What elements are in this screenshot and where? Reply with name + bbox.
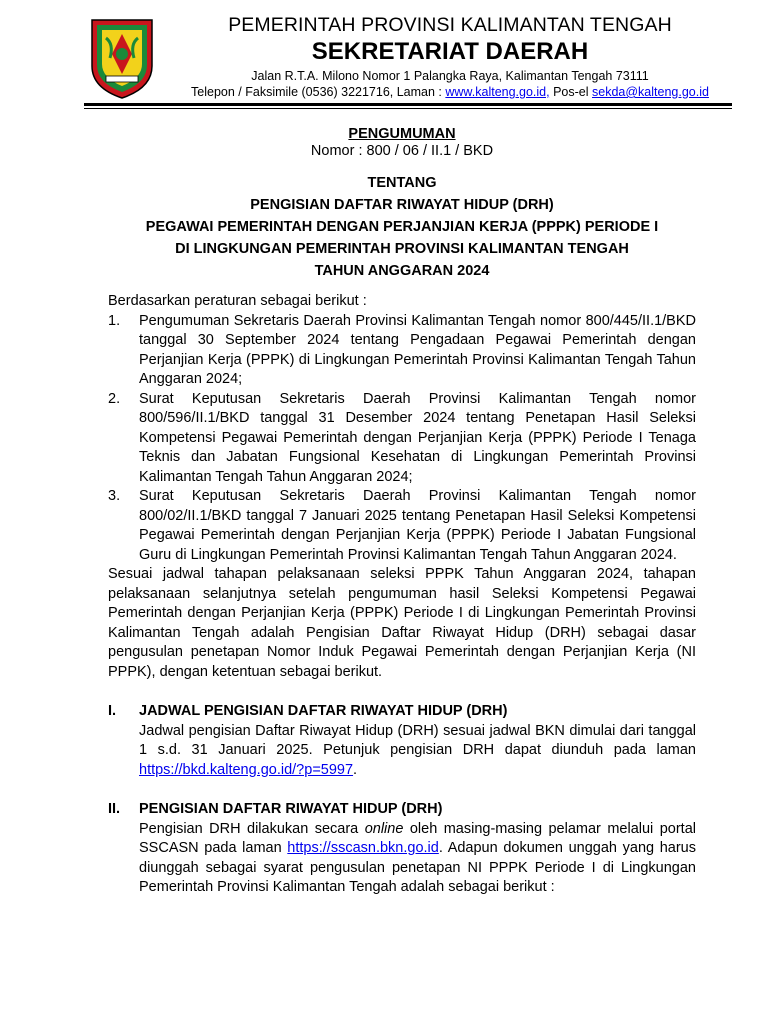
website-link[interactable]: www.kalteng.go.id, — [445, 85, 550, 99]
subject-line: DI LINGKUNGAN PEMERINTAH PROVINSI KALIMANTAN TENGAH — [175, 241, 629, 257]
list-item-text: Surat Keputusan Sekretaris Daerah Provinsi Kalimantan Tengah nomor 800/596/II.1/BKD tanggal 31 Desember 2024 tentang Penetapan Hasil Seleksi Kompetensi Pegawai Pemerintah dengan Perjanjian Kerja (PPPK) Periode I Tenaga Teknis dan Jabatan Fungsional Kesehatan di Lingkungan Pemerintah Provinsi Kalimantan Tengah Tahun Anggaran 2024; — [139, 390, 696, 485]
section-text-part: Jadwal pengisian Daftar Riwayat Hidup (DRH) sesuai jadwal BKN dimulai dari tanggal 1 s.d. 31 Januari 2025. Petunjuk pengisian DRH dapat diunduh pada laman — [139, 722, 696, 758]
announcement-title — [108, 126, 696, 282]
section-text-part: oleh masing-masing pelamar melalui portal SSCASN pada laman — [139, 820, 696, 856]
list-item-text: Surat Keputusan Sekretaris Daerah Provinsi Kalimantan Tengah nomor 800/02/II.1/BKD tanggal 7 Januari 2025 tentang Penetapan Hasil Seleksi Kompetensi Pegawai Pemerintah dengan Perjanjian Kerja (PPPK) Periode I Jabatan Fungsional Guru di Lingkungan Pemerintah Provinsi Kalimantan Tengah Tahun Anggaran 2024. — [139, 488, 696, 563]
email-label: Pos-el — [549, 85, 592, 99]
subject-line: TAHUN ANGGARAN 2024 — [314, 263, 490, 279]
email-link[interactable]: sekda@kalteng.go.id — [592, 85, 709, 99]
section-heading — [108, 702, 696, 722]
list-number: 2. — [108, 390, 121, 407]
section-text-part: . — [353, 761, 358, 778]
section-schedule — [108, 702, 696, 780]
letterhead — [170, 13, 730, 100]
section-text-part: . Adapun dokumen unggah yang harus diunggah sebagai syarat pengusulan penetapan NI PPPK Periode I di Lingkungan Pemerintah Provinsi Kalimantan Tengah adalah sebagai berikut : — [139, 840, 696, 895]
section-heading — [108, 800, 696, 820]
announcement-body — [108, 292, 696, 898]
subject-line: PEGAWAI PEMERINTAH DENGAN PERJANJIAN KERJA (PPPK) PERIODE I — [145, 219, 659, 235]
list-item — [108, 312, 696, 390]
section-text — [108, 820, 696, 898]
letterhead-divider-thin — [84, 108, 732, 109]
section-text — [108, 722, 696, 781]
section-number: II. — [108, 801, 121, 817]
announcement-heading: PENGUMUMAN — [348, 126, 456, 142]
list-number: 1. — [108, 312, 121, 329]
sscasn-link[interactable]: https://sscasn.bkn.go.id — [287, 840, 439, 856]
section-text-part: Pengisian DRH dilakukan secara — [139, 820, 365, 837]
government-name: PEMERINTAH PROVINSI KALIMANTAN TENGAH — [228, 14, 672, 36]
about-label: TENTANG — [367, 175, 437, 191]
list-item — [108, 487, 696, 565]
section-title: PENGISIAN DAFTAR RIWAYAT HIDUP (DRH) — [139, 801, 443, 817]
section-filling — [108, 800, 696, 898]
provincial-coat-of-arms-icon — [88, 14, 156, 100]
bkd-guide-link[interactable]: https://bkd.kalteng.go.id/?p=5997 — [139, 761, 354, 778]
list-item-text: Pengumuman Sekretaris Daerah Provinsi Kalimantan Tengah nomor 800/445/II.1/BKD tanggal 30 September 2024 tentang Pengadaan Pegawai Pemerintah dengan Perjanjian Kerja (PPPK) di Lingkungan Pemerintah Provinsi Kalimantan Tengah Tahun Anggaran 2024; — [139, 312, 696, 387]
online-emphasis: online — [364, 820, 404, 837]
context-paragraph: Sesuai jadwal tahapan pelaksanaan seleksi PPPK Tahun Anggaran 2024, tahapan pelaksanaan selanjutnya setelah pengumuman hasil Seleksi Kompetensi Pegawai Pemerintah dengan Perjanjian Kerja (PPPK) Periode I di Lingkungan Pemerintah Provinsi Kalimantan Tengah adalah Pengisian Daftar Riwayat Hidup (DRH) sebagai dasar pengusulan penetapan Nomor Induk Pegawai Pemerintah dengan Perjanjian Kerja (NI PPPK), dengan ketentuan sebagai berikut. — [108, 566, 696, 680]
section-title: JADWAL PENGISIAN DAFTAR RIWAYAT HIDUP (DRH) — [139, 703, 508, 719]
section-number: I. — [108, 703, 117, 719]
list-number: 3. — [108, 488, 121, 504]
letterhead-divider-thick — [84, 103, 732, 106]
office-name: SEKRETARIAT DAERAH — [311, 38, 589, 65]
office-address: Jalan R.T.A. Milono Nomor 1 Palangka Raya, Kalimantan Tengah 73111 — [251, 69, 649, 83]
office-contact — [170, 84, 730, 100]
intro-text: Berdasarkan peraturan sebagai berikut : — [108, 293, 367, 309]
list-item — [108, 390, 696, 488]
subject-line: PENGISIAN DAFTAR RIWAYAT HIDUP (DRH) — [250, 197, 554, 213]
contact-phone: Telepon / Faksimile (0536) 3221716, Laman : — [191, 85, 446, 99]
announcement-number: Nomor : 800 / 06 / II.1 / BKD — [310, 143, 494, 159]
